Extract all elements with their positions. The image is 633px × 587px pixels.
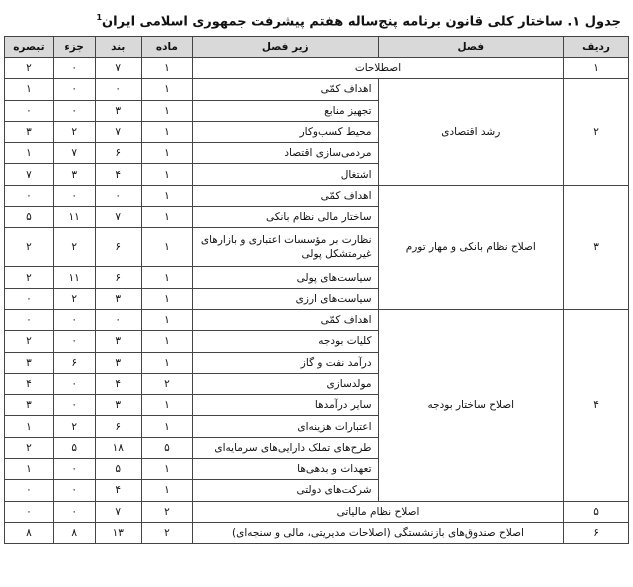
- tabsare-cell: ۱: [5, 459, 54, 480]
- tabsare-cell: ۰: [5, 100, 54, 121]
- radif-cell: ۳: [564, 185, 629, 309]
- tabsare-cell: ۰: [5, 288, 54, 309]
- joz-cell: ۰: [53, 100, 95, 121]
- band-cell: ۳: [95, 331, 141, 352]
- radif-cell: ۴: [564, 309, 629, 501]
- band-cell: ۳: [95, 288, 141, 309]
- madde-cell: ۱: [141, 143, 192, 164]
- tabsare-cell: ۰: [5, 501, 54, 522]
- madde-cell: ۵: [141, 437, 192, 458]
- table-caption: [12, 8, 621, 32]
- band-cell: ۶: [95, 416, 141, 437]
- madde-cell: ۱: [141, 416, 192, 437]
- zir-fasl-cell: سایر درآمدها: [192, 395, 378, 416]
- madde-cell: ۱: [141, 480, 192, 501]
- table-row: [5, 522, 629, 543]
- joz-cell: ۰: [53, 395, 95, 416]
- madde-cell: ۲: [141, 522, 192, 543]
- tabsare-cell: ۰: [5, 309, 54, 330]
- header-zir-fasl: زیر فصل: [192, 37, 378, 58]
- header-band: بند: [95, 37, 141, 58]
- madde-cell: ۱: [141, 207, 192, 228]
- joz-cell: ۲: [53, 288, 95, 309]
- band-cell: ۷: [95, 501, 141, 522]
- madde-cell: ۱: [141, 185, 192, 206]
- band-cell: ۳: [95, 395, 141, 416]
- structure-table: [4, 36, 629, 544]
- zir-fasl-cell: مولدسازی: [192, 373, 378, 394]
- tabsare-cell: ۲: [5, 331, 54, 352]
- joz-cell: ۰: [53, 58, 95, 79]
- joz-cell: ۲: [53, 121, 95, 142]
- band-cell: ۰: [95, 185, 141, 206]
- zir-fasl-cell: اعتبارات هزینه‌ای: [192, 416, 378, 437]
- zir-fasl-cell: شرکت‌های دولتی: [192, 480, 378, 501]
- table-row: [5, 185, 629, 206]
- footnote-marker: 1: [96, 13, 103, 22]
- tabsare-cell: ۰: [5, 480, 54, 501]
- zir-fasl-cell: اصلاح نظام مالیاتی: [192, 501, 563, 522]
- joz-cell: ۰: [53, 79, 95, 100]
- band-cell: ۶: [95, 143, 141, 164]
- band-cell: ۳: [95, 352, 141, 373]
- madde-cell: ۱: [141, 352, 192, 373]
- header-fasl: فصل: [378, 37, 564, 58]
- header-row: [5, 37, 629, 58]
- madde-cell: ۱: [141, 79, 192, 100]
- tabsare-cell: ۷: [5, 164, 54, 185]
- zir-fasl-cell: سیاست‌های پولی: [192, 267, 378, 288]
- joz-cell: ۷: [53, 143, 95, 164]
- table-row: [5, 58, 629, 79]
- table-row: [5, 501, 629, 522]
- radif-cell: ۲: [564, 79, 629, 185]
- zir-fasl-cell: تجهیز منابع: [192, 100, 378, 121]
- madde-cell: ۲: [141, 373, 192, 394]
- caption-text: جدول ۱. ساختار کلی قانون برنامه پنج‌ساله هفتم پیشرفت جمهوری اسلامی ایران: [102, 14, 621, 30]
- header-radif: ردیف: [564, 37, 629, 58]
- madde-cell: ۱: [141, 267, 192, 288]
- header-madde: ماده: [141, 37, 192, 58]
- table-row: [5, 79, 629, 100]
- joz-cell: ۰: [53, 309, 95, 330]
- tabsare-cell: ۲: [5, 437, 54, 458]
- madde-cell: ۱: [141, 309, 192, 330]
- joz-cell: ۰: [53, 331, 95, 352]
- tabsare-cell: ۳: [5, 121, 54, 142]
- madde-cell: ۱: [141, 459, 192, 480]
- tabsare-cell: ۲: [5, 228, 54, 267]
- zir-fasl-cell: محیط کسب‌وکار: [192, 121, 378, 142]
- zir-fasl-cell: اصطلاحات: [192, 58, 563, 79]
- zir-fasl-cell: اهداف کمّی: [192, 79, 378, 100]
- joz-cell: ۱۱: [53, 207, 95, 228]
- band-cell: ۴: [95, 480, 141, 501]
- tabsare-cell: ۳: [5, 352, 54, 373]
- zir-fasl-cell: درآمد نفت و گاز: [192, 352, 378, 373]
- band-cell: ۵: [95, 459, 141, 480]
- tabsare-cell: ۲: [5, 58, 54, 79]
- madde-cell: ۱: [141, 100, 192, 121]
- zir-fasl-cell: اصلاح صندوق‌های بازنشستگی (اصلاحات مدیریتی، مالی و سنجه‌ای): [192, 522, 563, 543]
- joz-cell: ۶: [53, 352, 95, 373]
- joz-cell: ۰: [53, 501, 95, 522]
- zir-fasl-cell: اهداف کمّی: [192, 185, 378, 206]
- zir-fasl-cell: اشتغال: [192, 164, 378, 185]
- zir-fasl-cell: طرح‌های تملک دارایی‌های سرمایه‌ای: [192, 437, 378, 458]
- tabsare-cell: ۸: [5, 522, 54, 543]
- madde-cell: ۱: [141, 228, 192, 267]
- band-cell: ۷: [95, 207, 141, 228]
- band-cell: ۰: [95, 79, 141, 100]
- band-cell: ۱۸: [95, 437, 141, 458]
- joz-cell: ۲: [53, 228, 95, 267]
- band-cell: ۷: [95, 58, 141, 79]
- joz-cell: ۰: [53, 459, 95, 480]
- band-cell: ۴: [95, 373, 141, 394]
- tabsare-cell: ۱: [5, 79, 54, 100]
- table-row: [5, 309, 629, 330]
- radif-cell: ۶: [564, 522, 629, 543]
- joz-cell: ۸: [53, 522, 95, 543]
- radif-cell: ۵: [564, 501, 629, 522]
- zir-fasl-cell: اهداف کمّی: [192, 309, 378, 330]
- tabsare-cell: ۴: [5, 373, 54, 394]
- joz-cell: ۰: [53, 373, 95, 394]
- zir-fasl-cell: ساختار مالی نظام بانکی: [192, 207, 378, 228]
- tabsare-cell: ۱: [5, 143, 54, 164]
- zir-fasl-cell: تعهدات و بدهی‌ها: [192, 459, 378, 480]
- tabsare-cell: ۳: [5, 395, 54, 416]
- header-joz: جزء: [53, 37, 95, 58]
- madde-cell: ۱: [141, 164, 192, 185]
- tabsare-cell: ۱: [5, 416, 54, 437]
- zir-fasl-cell: مردمی‌سازی اقتصاد: [192, 143, 378, 164]
- band-cell: ۶: [95, 267, 141, 288]
- madde-cell: ۱: [141, 58, 192, 79]
- band-cell: ۴: [95, 164, 141, 185]
- joz-cell: ۵: [53, 437, 95, 458]
- madde-cell: ۱: [141, 288, 192, 309]
- tabsare-cell: ۰: [5, 185, 54, 206]
- joz-cell: ۰: [53, 480, 95, 501]
- band-cell: ۷: [95, 121, 141, 142]
- zir-fasl-cell: کلیات بودجه: [192, 331, 378, 352]
- fasl-cell: اصلاح ساختار بودجه: [378, 309, 564, 501]
- joz-cell: ۲: [53, 416, 95, 437]
- tabsare-cell: ۵: [5, 207, 54, 228]
- joz-cell: ۳: [53, 164, 95, 185]
- madde-cell: ۱: [141, 395, 192, 416]
- band-cell: ۳: [95, 100, 141, 121]
- joz-cell: ۱۱: [53, 267, 95, 288]
- fasl-cell: اصلاح نظام بانکی و مهار تورم: [378, 185, 564, 309]
- band-cell: ۶: [95, 228, 141, 267]
- madde-cell: ۱: [141, 331, 192, 352]
- zir-fasl-cell: سیاست‌های ارزی: [192, 288, 378, 309]
- zir-fasl-cell: نظارت بر مؤسسات اعتباری و بازارهای غیرمتشکل پولی: [192, 228, 378, 267]
- header-tabsare: تبصره: [5, 37, 54, 58]
- madde-cell: ۱: [141, 121, 192, 142]
- fasl-cell: رشد اقتصادی: [378, 79, 564, 185]
- radif-cell: ۱: [564, 58, 629, 79]
- tabsare-cell: ۲: [5, 267, 54, 288]
- band-cell: ۱۳: [95, 522, 141, 543]
- band-cell: ۰: [95, 309, 141, 330]
- joz-cell: ۰: [53, 185, 95, 206]
- madde-cell: ۲: [141, 501, 192, 522]
